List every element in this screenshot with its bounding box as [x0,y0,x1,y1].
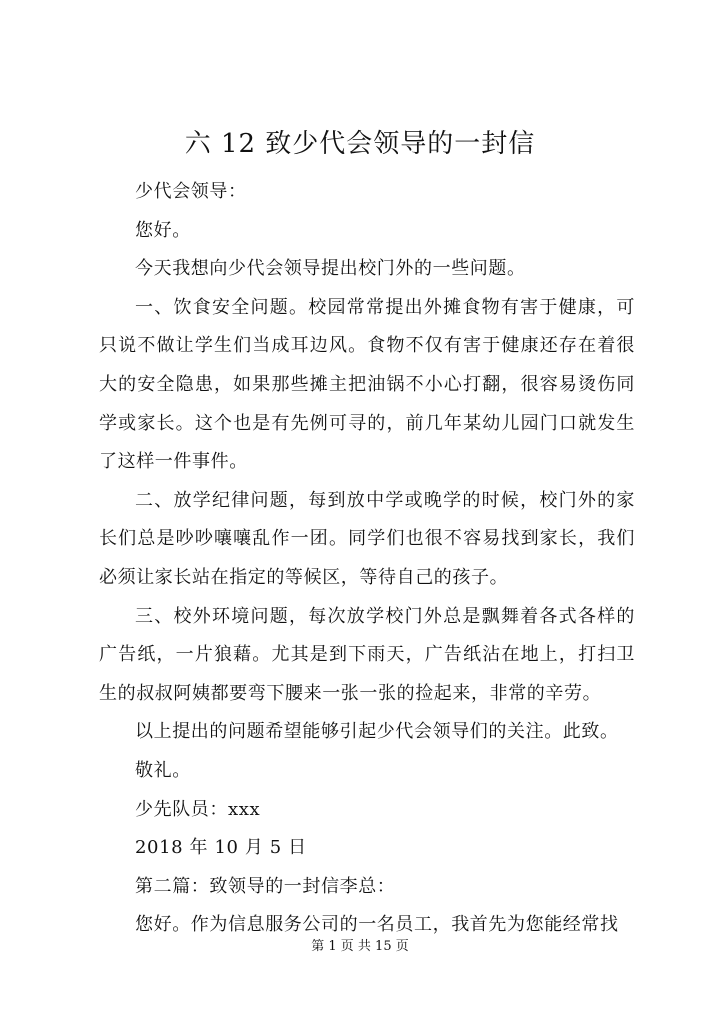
paragraph-food-safety: 一、饮食安全问题。校园常常提出外摊食物有害于健康，可只说不做让学生们当成耳边风。食物不仅有害于健康还存在着很大的安全隐患，如果那些摊主把油锅不小心打翻，很容易烫伤同学或家长。这个也是有先例可寻的，前几年某幼儿园门口就发生了这样一件事件。 [99,296,635,473]
document-title: 六 12 致少代会领导的一封信 [184,129,536,159]
salutation: 少代会领导： [135,181,247,202]
greeting: 您好。 [135,219,191,241]
page-footer: 第 1 页 共 15 页 [311,939,409,954]
document-body [99,173,635,945]
signature: 少先队员：xxx [135,798,261,820]
paragraph-discipline: 二、放学纪律问题，每到放中学或晚学的时候，校门外的家长们总是吵吵嚷嚷乱作一团。同学们也很不容易找到家长，我们必须让家长站在指定的等候区，等待自己的孩子。 [99,489,635,588]
date: 2018 年 10 月 5 日 [135,837,307,859]
closing-paragraph: 以上提出的问题希望能够引起少代会领导们的关注。此致。 [135,721,619,743]
second-letter-opening: 您好。作为信息服务公司的一名员工，我首先为您能经常找 [135,914,619,936]
second-letter-heading: 第二篇：致领导的一封信李总： [135,875,396,897]
regards: 敬礼。 [135,759,191,781]
paragraph-environment: 三、校外环境问题，每次放学校门外总是飘舞着各式各样的广告纸，一片狼藉。尤其是到下雨天，广告纸沾在地上，打扫卫生的叔叔阿姨都要弯下腰来一张一张的捡起来，非常的辛劳。 [99,605,635,704]
intro-paragraph: 今天我想向少代会领导提出校门外的一些问题。 [135,258,526,280]
